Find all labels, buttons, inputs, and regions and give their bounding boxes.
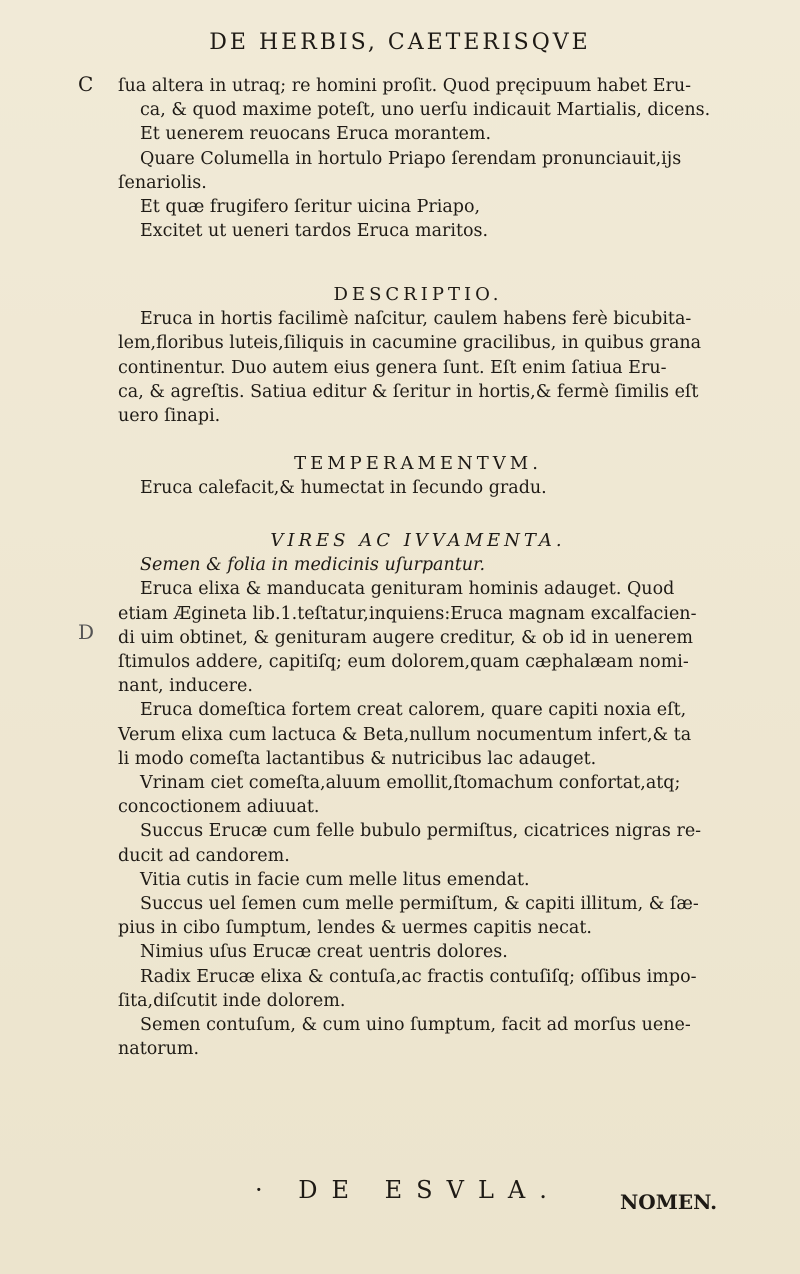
text-line: nant, inducere.	[118, 676, 253, 697]
text-line: ſtimulos addere, capitiſq; eum dolorem,quam cæphalæam nomi-	[118, 652, 689, 673]
text-line: Quare Columella in hortulo Priapo ſerendam pronunciauit,iјs	[140, 148, 682, 169]
vires-section	[118, 529, 718, 1061]
text-line: Semen & folia in medicinis uſurpantur.	[140, 555, 486, 576]
text-line: Succus Erucæ cum felle bubulo permiſtus, cicatrices nigras re-	[140, 821, 702, 842]
catchword: NOMEN.	[620, 1190, 718, 1214]
intro-paragraph	[118, 74, 718, 243]
section-heading: VIRES AC IVVAMENTA.	[270, 530, 566, 551]
text-line: li modo comeſta lactantibus & nutricibus lac adauget.	[118, 748, 597, 769]
text-line: Eruca in hortis facilimè naſcitur, caulem habens ferè bicubita-	[140, 309, 692, 330]
section-heading: DESCRIPTIO.	[333, 284, 503, 305]
text-line: Eruca elixa & manducata genituram hominis adauget. Quod	[140, 579, 675, 600]
text-line: pius in cibo ſumptum, lendes & uermes capitis necat.	[118, 918, 592, 939]
text-line: Nimius uſus Erucæ creat uentris dolores.	[140, 942, 508, 963]
text-line: Vrinam ciet comeſta,aluum emollit,ſtomachum confortat,atq;	[140, 773, 681, 794]
section-heading: TEMPERAMENTVM.	[294, 453, 542, 474]
text-line: Radix Erucæ elixa & contuſa,ac fractis contuſiſq; oſſibus impo-	[140, 966, 697, 987]
text-line: ca, & agreſtis. Satiua editur & ſeritur in hortis,& fermè ſimilis eſt	[118, 381, 699, 402]
text-line: Semen contuſum, & cum uino ſumptum, facit ad morſus uene-	[140, 1015, 691, 1036]
text-line: concoctionem adiuuat.	[118, 797, 320, 818]
text-line: lem,floribus luteis,ſiliquis in cacumine gracilibus, in quibus grana	[118, 333, 702, 354]
text-line: ſenariolis.	[118, 172, 207, 193]
text-line: ducit ad candorem.	[118, 845, 290, 866]
margin-letter-d: D	[78, 620, 95, 644]
next-chapter-heading: · DE ESVLA.	[255, 1176, 561, 1204]
text-line: ſua altera in utraq; re homini proſit. Quod pręcipuum habet Eru-	[118, 76, 692, 96]
text-line: continentur. Duo autem eius genera ſunt. Eſt enim ſatiua Eru-	[118, 357, 667, 378]
text-line: uero ſinapi.	[118, 406, 221, 427]
descriptio-section	[118, 283, 718, 428]
verse-line: Et uenerem reuocans Eruca morantem.	[140, 124, 492, 145]
text-line: Succus uel ſemen cum melle permiſtum, & capiti illitum, & ſæ-	[140, 894, 699, 915]
verse-line: Excitet ut ueneri tardos Eruca maritos.	[140, 221, 489, 242]
text-line: Eruca calefacit,& humectat in ſecundo gradu.	[140, 478, 547, 499]
temperamentum-section	[118, 452, 718, 500]
margin-letter-c: C	[78, 72, 94, 96]
text-line: di uim obtinet, & genituram augere creditur, & ob id in uenerem	[118, 627, 693, 648]
verse-line: Et quæ frugifero ſeritur uicina Priapo,	[140, 197, 481, 218]
text-line: ſita,diſcutit inde dolorem.	[118, 990, 346, 1011]
text-line: natorum.	[118, 1039, 200, 1060]
text-line: Vitia cutis in facie cum melle litus emendat.	[140, 869, 530, 890]
text-line: Verum elixa cum lactuca & Beta,nullum nocumentum infert,& ta	[118, 724, 692, 745]
text-line: Eruca domeſtica fortem creat calorem, quare capiti noxia eſt,	[140, 700, 687, 721]
running-header: DE HERBIS, CAETERISQVE	[209, 30, 591, 55]
text-line: ca, & quod maxime poteſt, uno uerſu indicauit Martialis, dicens.	[140, 100, 711, 121]
text-line: etiam Ægineta lib.1.teſtatur,inquiens:Eruca magnam excalfacien-	[118, 603, 697, 624]
